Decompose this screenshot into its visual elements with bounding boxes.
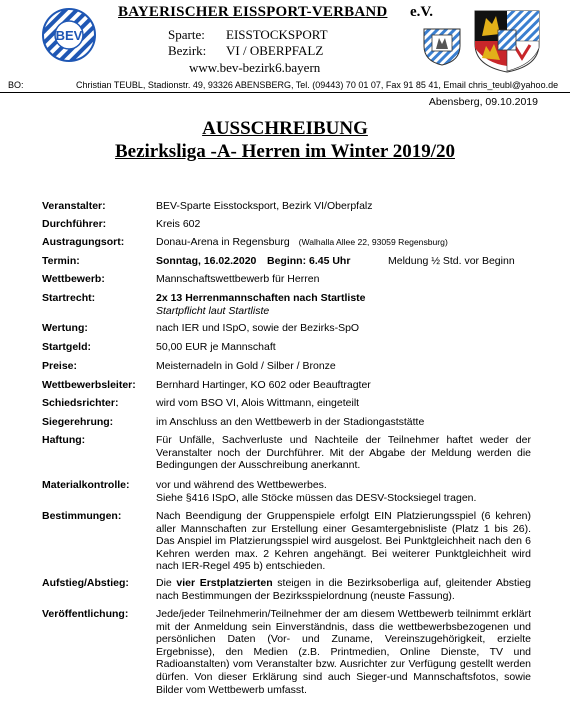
label-wettbewerbsleiter: Wettbewerbsleiter:	[42, 379, 136, 391]
label-aufstieg-abstieg: Aufstieg/Abstieg:	[42, 577, 129, 589]
label-bestimmungen: Bestimmungen:	[42, 510, 122, 522]
value-wertung: nach IER und ISpO, sowie der Bezirks-SpO	[156, 322, 360, 334]
label-termin: Termin:	[42, 255, 80, 267]
value-termin-beginn: Beginn: 6.45 Uhr	[267, 255, 351, 267]
value-termin-meldung: Meldung ½ Std. vor Beginn	[388, 255, 515, 267]
value-startrecht-note: Startpflicht laut Startliste	[156, 305, 270, 317]
value-bestimmungen: Nach Beendigung der Gruppenspiele erfolgt EIN Platzierungsspiel (6 kehren) aller Mannschaften zur Erstellung einer Gesamtergebnisliste (Platz 1 bis 26). Das Anspiel im Platzierungsspiel wird ausgelost. Bei Punktgleichheit nach den 6 Kehren werden max. 2 Kehren angehängt. Bei weiterer Punktgleichheit wird nach IER-Regel 495 b) entschieden.	[156, 510, 531, 573]
aufstieg-text-pre: Die	[156, 577, 177, 589]
label-materialkontrolle: Materialkontrolle:	[42, 479, 130, 491]
value-materialkontrolle-2: Siehe §416 ISpO, alle Stöcke müssen das DESV-Stocksiegel tragen.	[156, 492, 477, 504]
value-veroeffentlichung: Jede/jeder Teilnehmerin/Teilnehmer der am diesem Wettbewerb teilnimmt erklärt mit der Anmeldung sein Einverständnis, dass die wettbewerbsbezogenen und persönlichen Daten (Vor- und Zuname, Vereinszugehörigkeit, erzielte Ergebnisse), den Medien (z.B. Printmedien, Online Dienste, TV und Radioanstalten) vom Veranstalter bzw. Ausrichter zur Verfügung gestellt werden dürfen. Von dieser Erklärung sind auch Sieger-und Mannschaftsfotos, sowie Bilder vom Wettbewerb umfasst.	[156, 608, 531, 696]
label-haftung: Haftung:	[42, 434, 86, 446]
label-austragungsort: Austragungsort:	[42, 236, 125, 248]
label-veranstalter: Veranstalter:	[42, 200, 106, 212]
header-divider	[0, 92, 570, 93]
value-aufstieg-abstieg	[156, 577, 531, 602]
sparte-value: EISSTOCKSPORT	[226, 27, 328, 42]
label-wettbewerb: Wettbewerb:	[42, 273, 105, 285]
label-wertung: Wertung:	[42, 322, 88, 334]
bev-logo	[42, 8, 96, 62]
label-startrecht: Startrecht:	[42, 292, 96, 304]
value-startgeld: 50,00 EUR je Mannschaft	[156, 341, 276, 353]
value-startrecht: 2x 13 Herrenmannschaften nach Startliste	[156, 292, 366, 304]
value-veranstalter: BEV-Sparte Eisstocksport, Bezirk VI/Oberpfalz	[156, 200, 373, 212]
bezirk-value: VI / OBERPFALZ	[226, 43, 324, 58]
bo-label: BO:	[8, 80, 24, 90]
value-termin-date: Sonntag, 16.02.2020	[156, 255, 257, 267]
organisation-suffix: e.V.	[410, 4, 434, 20]
sparte-label: Sparte:	[168, 27, 205, 42]
aufstieg-text-bold: vier Erstplatzierten	[176, 577, 273, 589]
district-crest-icon	[422, 26, 462, 66]
document-subtitle: Bezirksliga -A- Herren im Winter 2019/20	[114, 141, 456, 162]
label-preise: Preise:	[42, 360, 78, 372]
value-preise: Meisternadeln in Gold / Silber / Bronze	[156, 360, 336, 372]
label-schiedsrichter: Schiedsrichter:	[42, 397, 119, 409]
value-siegerehrung: im Anschluss an den Wettbewerb in der Stadiongaststätte	[156, 416, 425, 428]
value-austragungsort	[156, 236, 531, 249]
value-haftung: Für Unfälle, Sachverluste und Nachteile der Teilnehmer haftet weder der Veranstalter noch der Durchführer. Mit der Abgabe der Meldung werden die Bedingungen der Ausschreibung anerkannt.	[156, 434, 531, 472]
place-date: Abensberg, 09.10.2019	[428, 96, 538, 108]
label-siegerehrung: Siegerehrung:	[42, 416, 114, 428]
value-wettbewerb: Mannschaftswettbewerb für Herren	[156, 273, 320, 285]
value-schiedsrichter: wird vom BSO VI, Alois Wittmann, eingeteilt	[156, 397, 360, 409]
label-veroeffentlichung: Veröffentlichung:	[42, 608, 129, 620]
value-wettbewerbsleiter: Bernhard Hartinger, KO 602 oder Beauftragter	[156, 379, 371, 391]
label-startgeld: Startgeld:	[42, 341, 92, 353]
bavaria-crest-icon	[472, 8, 542, 74]
organisation-name: BAYERISCHER EISSPORT-VERBAND	[118, 4, 388, 20]
bo-contact: Christian TEUBL, Stadionstr. 49, 93326 ABENSBERG, Tel. (09443) 70 01 07, Fax 91 85 41, Email chris_teubl@yahoo.de	[76, 80, 559, 90]
bezirk-label: Bezirk:	[168, 43, 207, 58]
website: www.bev-bezirk6.bayern	[189, 60, 321, 75]
value-durchfuehrer: Kreis 602	[156, 218, 201, 230]
label-durchfuehrer: Durchführer:	[42, 218, 107, 230]
svg-text:BEV: BEV	[55, 28, 83, 43]
document-title: AUSSCHREIBUNG	[202, 118, 368, 139]
venue-name: Donau-Arena in Regensburg	[156, 236, 290, 248]
aufstieg-text-post: steigen in die Bezirksoberliga auf, gleitender Abstieg nach Bestimmungen der Bezirksspielordnung (neuste Fassung).	[156, 577, 531, 602]
value-materialkontrolle-1: vor und während des Wettbewerbes.	[156, 479, 327, 491]
venue-address: (Walhalla Allee 22, 93059 Regensburg)	[298, 237, 448, 247]
